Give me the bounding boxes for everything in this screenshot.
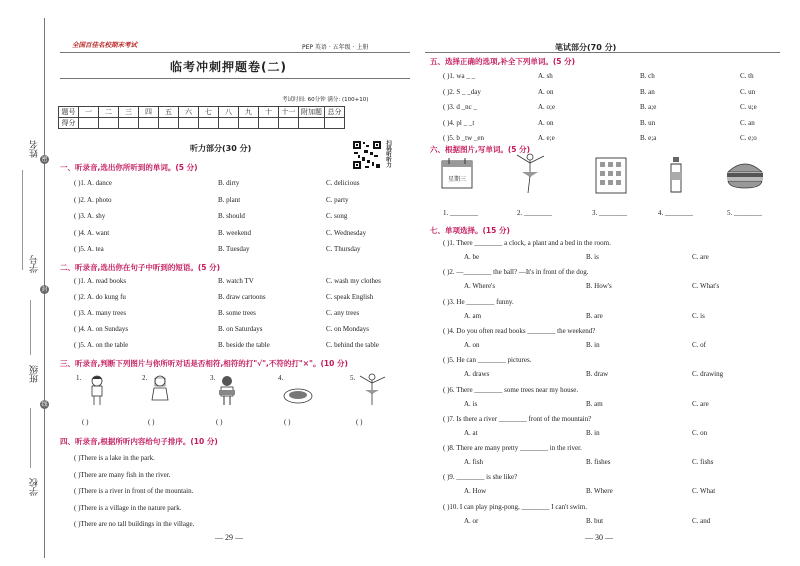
title-rule (60, 78, 410, 79)
section-5-option-b: B. an (640, 87, 655, 96)
score-input-cell[interactable] (99, 118, 119, 129)
section-7-option-a: A. is (464, 399, 478, 408)
section-2-option-b: B. on Saturdays (218, 325, 263, 333)
section-2-item[interactable]: ( )5. A. on the table (74, 341, 129, 349)
section-7-option-b: B. in (586, 340, 600, 349)
section-2-item[interactable]: ( )4. A. on Sundays (74, 325, 129, 333)
section-7-option-b: B. am (586, 399, 603, 408)
section-7-option-a: A. fish (464, 458, 484, 467)
school-label: 学校 (30, 478, 40, 496)
section-2-option-c: C. speak English (326, 293, 374, 301)
seal-mark-3: 线 (41, 401, 48, 408)
section-7-option-a: A. am (464, 311, 482, 320)
right-header-rule (425, 52, 780, 53)
score-input-cell[interactable] (325, 118, 345, 129)
section-5-option-b: B. ch (640, 72, 655, 80)
section-5-option-b: B. un (640, 118, 656, 127)
score-label-cell: 得分 (59, 118, 79, 129)
food-plate-icon (283, 386, 313, 404)
section-1-option-b: B. should (218, 212, 245, 220)
section-2-option-b: B. some trees (218, 309, 256, 317)
section-7-question[interactable]: ( )8. There are many pretty ________ in the river. (443, 444, 582, 453)
section-5-option-b: B. a;e (640, 103, 657, 111)
section-4-sentence[interactable]: ( )There is a lake in the park. (74, 454, 155, 462)
section-7-option-a: A. at (464, 428, 478, 437)
section-7-option-a: A. or (464, 516, 479, 525)
section-7-title: 七、单项选择。(15 分) (430, 226, 510, 235)
name-underline (22, 170, 23, 270)
reading-child-icon (215, 374, 239, 406)
section-4-sentence[interactable]: ( )There is a river in front of the mountain. (74, 487, 194, 495)
section-1-item[interactable]: ( )1. A. dance (74, 179, 112, 187)
section-5-option-a: A. on (538, 87, 554, 96)
section-5-option-c: C. e;o (740, 134, 757, 142)
dancer-icon (512, 152, 548, 194)
section-5-option-a: A. e;e (538, 134, 555, 142)
section-7-option-c: C. and (692, 516, 711, 525)
section-5-item[interactable]: ( )2. S _ _day (443, 87, 481, 96)
section-2-option-c: C. any trees (326, 309, 360, 317)
section-7-question[interactable]: ( )5. He can ________ pictures. (443, 356, 532, 365)
section-7-question[interactable]: ( )2. —________ the ball? —It's in front of the dog. (443, 268, 589, 277)
score-input-cell[interactable] (159, 118, 179, 129)
listening-header: 听力部分(30 分) (190, 144, 252, 153)
calendar-icon (440, 156, 474, 190)
section-6-answer-blank[interactable]: 4. ________ (658, 209, 693, 217)
section-3-number: 1. (76, 374, 82, 382)
section-1-option-b: B. plant (218, 195, 241, 204)
section-3-answer-bracket[interactable]: ( ) (148, 418, 155, 426)
section-5-option-c: C. th (740, 72, 754, 80)
name-label: 姓名 (30, 140, 40, 158)
section-7-option-a: A. on (464, 340, 480, 349)
score-input-cell[interactable] (219, 118, 239, 129)
section-5-option-b: B. e;a (640, 134, 657, 142)
section-7-question[interactable]: ( )10. I can play ping-pong, ________ I can't swim. (443, 502, 587, 511)
section-2-title: 二、听录音,选出你在句子中听到的短语。(5 分) (60, 263, 221, 272)
section-7-question[interactable]: ( )6. There ________ some trees near my house. (443, 385, 579, 394)
section-7-option-c: C. What (692, 487, 716, 496)
score-header-cell: 八 (219, 107, 239, 118)
boy-picture-icon (86, 374, 108, 406)
score-input-cell[interactable] (119, 118, 139, 129)
score-header-cell: 六 (179, 107, 199, 118)
score-header-cell: 十一 (279, 107, 299, 118)
section-7-option-c: C. is (692, 311, 705, 320)
section-7-option-c: C. drawing (692, 370, 724, 379)
section-2-item[interactable]: ( )3. A. many trees (74, 309, 127, 317)
section-3-title: 三、听录音,判断下列图片与你所听对话是否相符,相符的打"√",不符的打"×"。(10 分) (60, 359, 348, 368)
score-input-cell[interactable] (179, 118, 199, 129)
section-4-sentence[interactable]: ( )There is a village in the nature park. (74, 503, 182, 512)
section-5-title: 五、选择正确的选项,补全下列单词。(5 分) (430, 57, 576, 66)
section-3-number: 4. (278, 374, 284, 382)
section-5-item[interactable]: ( )3. d _nc _ (443, 103, 478, 111)
class-underline (30, 408, 31, 468)
section-1-option-c: C. delicious (326, 179, 360, 187)
section-3-number: 5. (350, 374, 356, 382)
section-7-question[interactable]: ( )9. ________ is she like? (443, 473, 518, 482)
section-5-item[interactable]: ( )5. b _tw _en (443, 134, 485, 142)
score-header-cell: 四 (139, 107, 159, 118)
score-header-cell: 三 (119, 107, 139, 118)
score-header-cell: 五 (159, 107, 179, 118)
score-header-cell: 二 (99, 107, 119, 118)
header-tag: 全国百佳名校期末考试 (72, 41, 137, 49)
section-6-answer-blank[interactable]: 3. ________ (592, 209, 627, 217)
section-1-option-b: B. weekend (218, 228, 252, 237)
section-7-option-b: B. are (586, 311, 603, 320)
section-5-option-a: A. on (538, 118, 554, 127)
seal-mark-2: 封 (41, 286, 48, 293)
score-table (58, 106, 345, 129)
section-5-option-a: A. o;e (538, 103, 556, 111)
section-7-option-a: A. be (464, 253, 480, 261)
section-1-option-b: B. dirty (218, 179, 240, 187)
section-7-question[interactable]: ( )3. He ________ funny. (443, 297, 514, 306)
score-header-cell: 七 (199, 107, 219, 118)
section-2-option-c: C. on Mondays (326, 325, 369, 333)
page-number-right: — 30 — (585, 533, 613, 542)
qr-caption: 扫码听听力 (385, 140, 391, 168)
section-1-option-c: C. Wednesday (326, 228, 367, 237)
section-2-item[interactable]: ( )2. A. do kung fu (74, 293, 126, 301)
section-2-option-b: B. draw cartoons (218, 293, 266, 301)
section-7-option-b: B. is (586, 253, 599, 261)
section-7-option-c: C. fishs (692, 458, 714, 467)
score-input-cell[interactable] (299, 118, 325, 129)
section-7-option-a: A. How (464, 487, 487, 496)
section-6-answer-blank[interactable]: 1. ________ (443, 209, 478, 217)
score-input-cell[interactable] (259, 118, 279, 129)
section-2-item[interactable]: ( )1. A. read books (74, 277, 127, 285)
section-7-option-b: B. draw (586, 370, 609, 379)
section-3-number: 3. (210, 374, 216, 382)
exam-info: 考试时间: 60分钟 满分: (100+10) (282, 97, 369, 103)
section-7-option-b: B. fishes (586, 458, 611, 467)
student-id-label: 学号 (30, 255, 40, 273)
section-7-option-a: A. Where's (464, 282, 496, 291)
section-2-option-b: B. watch TV (218, 277, 254, 285)
section-1-item[interactable]: ( )5. A. tea (74, 245, 104, 253)
section-7-option-c: C. What's (692, 282, 720, 291)
page-number-left: — 29 — (215, 533, 243, 542)
section-7-option-c: C. of (692, 340, 706, 349)
section-5-item[interactable]: ( )1. wa _ _ (443, 72, 476, 80)
section-3-answer-bracket[interactable]: ( ) (356, 418, 363, 426)
score-header-cell: 总分 (325, 107, 345, 118)
section-2-option-c: C. behind the table (326, 341, 379, 349)
section-7-question[interactable]: ( )7. Is there a river ________ front of the mountain? (443, 414, 592, 423)
section-5-option-c: C. an (740, 118, 755, 127)
water-bottle-icon (668, 156, 684, 194)
section-3-number: 2. (142, 374, 148, 382)
score-input-cell[interactable] (199, 118, 219, 129)
section-7-option-b: B. How's (586, 282, 612, 291)
section-6-answer-blank[interactable]: 5. ________ (727, 209, 762, 217)
section-7-question[interactable]: ( )1. There ________ a clock, a plant and a bed in the room. (443, 239, 611, 247)
id-underline (30, 300, 31, 355)
section-6-title: 六、根据图片,写单词。(5 分) (430, 145, 531, 154)
score-header-cell: 九 (239, 107, 259, 118)
building-icon (594, 156, 628, 194)
score-header-cell: 附加题 (299, 107, 325, 118)
section-5-option-a: A. sh (538, 72, 553, 80)
section-1-item[interactable]: ( )3. A. shy (74, 212, 106, 220)
section-1-option-b: B. Tuesday (218, 245, 250, 253)
section-4-title: 四、听录音,根据所听内容给句子排序。(10 分) (60, 437, 218, 446)
qr-code-icon (352, 140, 382, 170)
score-header-cell: 题号 (59, 107, 79, 118)
section-1-item[interactable]: ( )4. A. want (74, 228, 110, 237)
section-5-option-c: C. u;e (740, 103, 757, 111)
section-1-option-c: C. party (326, 195, 349, 204)
score-header-cell: 十 (259, 107, 279, 118)
section-2-option-b: B. beside the table (218, 341, 270, 349)
section-7-option-c: C. on (692, 428, 708, 437)
section-7-question[interactable]: ( )4. Do you often read books ________ the weekend? (443, 326, 596, 335)
section-4-sentence[interactable]: ( )There are many fish in the river. (74, 470, 171, 479)
section-6-answer-blank[interactable]: 2. ________ (517, 209, 552, 217)
calendar-text: 星期三 (448, 176, 467, 183)
section-3-answer-bracket[interactable]: ( ) (284, 418, 291, 426)
section-3-answer-bracket[interactable]: ( ) (82, 418, 89, 426)
section-7-option-c: C. are (692, 399, 709, 408)
written-header: 笔试部分(70 分) (555, 43, 617, 52)
section-7-option-b: B. Where (586, 487, 613, 496)
section-3-answer-bracket[interactable]: ( ) (216, 418, 223, 426)
ballet-dancer-icon (355, 372, 389, 406)
series-label: PEP 英语 · 五年级 · 上册 (302, 44, 369, 51)
score-input-cell[interactable] (239, 118, 259, 129)
section-2-option-c: C. wash my clothes (326, 277, 381, 285)
section-5-item[interactable]: ( )4. pl _ _t (443, 118, 475, 127)
exam-title: 临考冲刺押题卷(二) (170, 60, 287, 74)
section-1-item[interactable]: ( )2. A. photo (74, 195, 112, 204)
class-label: 班级 (30, 365, 40, 383)
section-4-sentence[interactable]: ( )There are no tall buildings in the village. (74, 520, 195, 528)
score-header-cell: 一 (79, 107, 99, 118)
section-7-option-b: B. in (586, 428, 600, 437)
section-7-option-a: A. draws (464, 370, 490, 379)
score-input-cell[interactable] (139, 118, 159, 129)
section-5-option-c: C. un (740, 87, 756, 96)
section-1-option-c: C. song (326, 212, 348, 220)
score-input-cell[interactable] (79, 118, 99, 129)
section-1-title: 一、听录音,选出你所听到的单词。(5 分) (60, 163, 198, 172)
girl-picture-icon (148, 374, 172, 406)
score-input-cell[interactable] (279, 118, 299, 129)
seal-mark-1: 密 (41, 156, 48, 163)
header-rule (60, 52, 410, 53)
section-7-option-c: C. are (692, 253, 709, 261)
section-1-option-c: C. Thursday (326, 245, 361, 253)
section-7-option-b: B. but (586, 516, 604, 525)
hamburger-icon (725, 158, 765, 190)
